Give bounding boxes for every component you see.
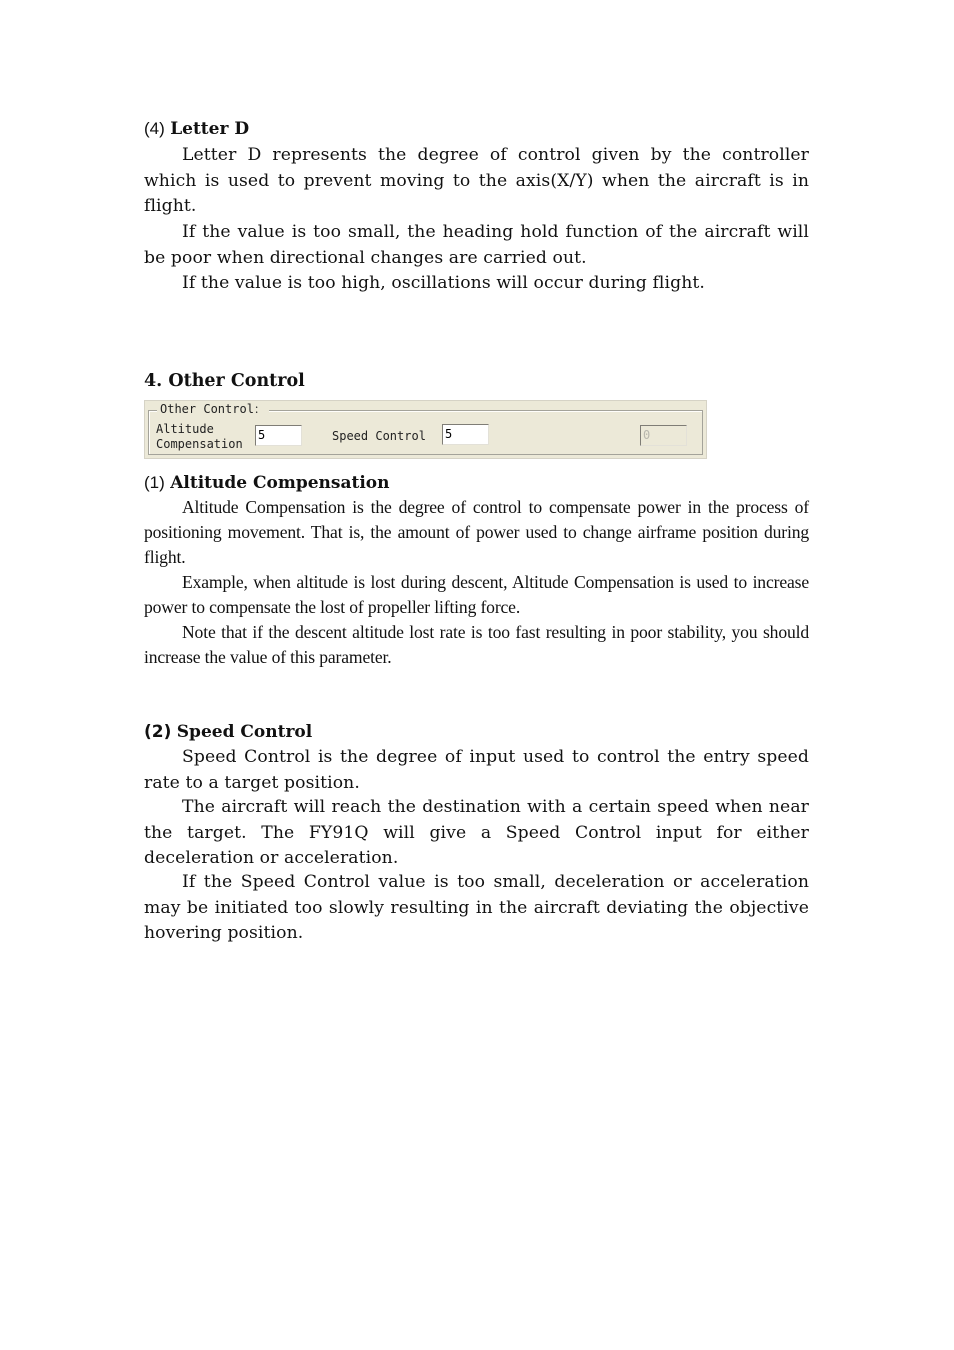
heading-number: (4) — [144, 119, 165, 138]
heading-title: Speed Control — [176, 722, 313, 742]
speed-control-label: Speed Control — [332, 429, 426, 443]
heading-title: Letter D — [170, 119, 250, 139]
letter-d-heading — [144, 118, 249, 140]
altitude-label-line2: Compensation — [156, 437, 243, 451]
speed-paragraph-3: If the Speed Control value is too small, deceleration or acceleration may be initiated too slowly resulting in the aircraft deviating the objective hovering position. — [144, 872, 809, 943]
heading-title: Altitude Compensation — [170, 473, 390, 493]
disabled-input: 0 — [640, 425, 687, 446]
heading-number: (1) — [144, 473, 165, 492]
letter-d-paragraph-2: If the value is too small, the heading hold function of the aircraft will be poor when directional changes are carried out. — [144, 222, 809, 268]
altitude-paragraph-1: Altitude Compensation is the degree of control to compensate power in the process of positioning movement. That is, the amount of power used to change airframe position during flight. — [144, 497, 809, 567]
speed-paragraph-2: The aircraft will reach the destination with a certain speed when near the target. The FY91Q will give a Speed Control input for either deceleration or acceleration. — [144, 797, 809, 868]
groupbox-legend: Other Control： — [157, 401, 269, 417]
altitude-paragraph-2: Example, when altitude is lost during descent, Altitude Compensation is used to increase power to compensate the lost of propeller lifting force. — [144, 572, 809, 617]
speed-heading — [144, 721, 312, 743]
other-control-panel — [144, 400, 707, 459]
speed-control-input[interactable]: 5 — [442, 424, 489, 445]
altitude-compensation-input[interactable]: 5 — [255, 425, 302, 446]
letter-d-paragraph-1: Letter D represents the degree of control given by the controller which is used to prevent moving to the axis(X/Y) when the aircraft is in flight. — [144, 145, 809, 216]
letter-d-paragraph-3: If the value is too high, oscillations will occur during flight. — [182, 273, 705, 293]
altitude-heading — [144, 472, 390, 494]
altitude-label-line1: Altitude — [156, 422, 214, 436]
altitude-paragraph-3: Note that if the descent altitude lost rate is too fast resulting in poor stability, you should increase the value of this parameter. — [144, 622, 809, 667]
speed-paragraph-1: Speed Control is the degree of input used to control the entry speed rate to a target position. — [144, 747, 809, 793]
heading-number: (2) — [144, 722, 172, 742]
other-control-heading: 4. Other Control — [144, 371, 305, 391]
